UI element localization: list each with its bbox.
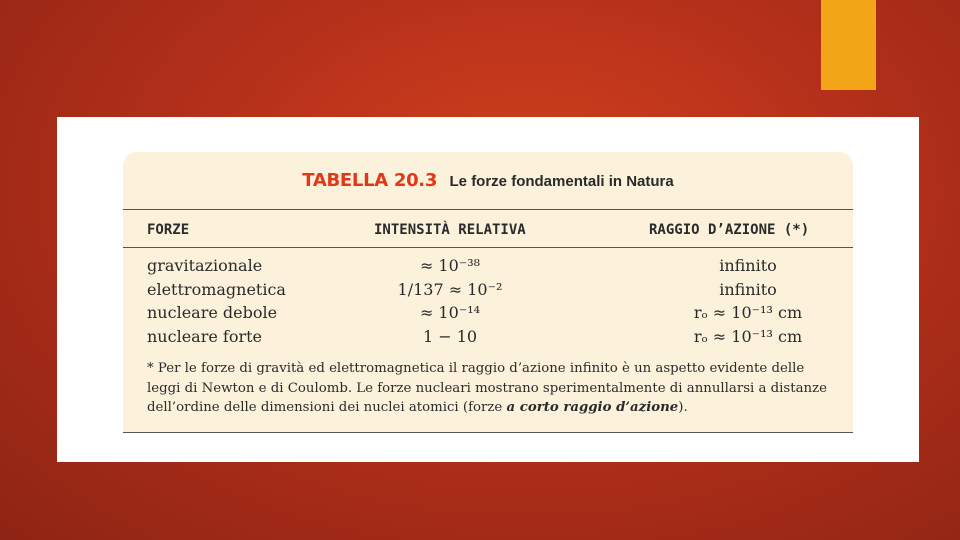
table-title-text: Le forze fondamentali in Natura <box>449 173 674 190</box>
column-header-intensita: INTENSITÀ RELATIVA <box>374 222 526 238</box>
header-rule-bottom <box>123 247 853 248</box>
relative-intensity: ≈ 10⁻¹⁴ <box>419 303 481 322</box>
table-title <box>123 170 853 191</box>
force-name: elettromagnetica <box>147 279 286 299</box>
range-of-action: infinito <box>719 279 777 299</box>
force-name: nucleare forte <box>147 326 262 346</box>
table-footnote <box>147 359 831 418</box>
table-row <box>123 280 853 304</box>
slide-image-panel <box>57 117 919 462</box>
footnote-text: * Per le forze di gravità ed elettromagnetica il raggio d’azione infinito è un aspetto evidente delle leggi di Newton e di Coulomb. Le forze nucleari mostrano sperimentalmente di annullarsi a distanze dell’ordine delle dimensioni dei nuclei atomici (forze <box>147 361 827 415</box>
relative-intensity: 1 − 10 <box>422 326 478 346</box>
table-row <box>123 303 853 327</box>
table-row <box>123 327 853 351</box>
range-of-action: rₒ ≈ 10⁻¹³ cm <box>693 326 803 346</box>
force-name: nucleare debole <box>147 303 278 322</box>
header-rule-top <box>123 209 853 210</box>
footnote-emphasis: a corto raggio d’azione <box>506 400 679 415</box>
footnote-end: ). <box>678 400 688 415</box>
range-of-action: infinito <box>719 256 777 275</box>
accent-bar <box>821 0 876 90</box>
relative-intensity: ≈ 10⁻³⁸ <box>419 256 481 275</box>
range-of-action: rₒ ≈ 10⁻¹³ cm <box>693 303 803 322</box>
table-label: TABELLA 20.3 <box>302 170 438 191</box>
column-header-raggio: RAGGIO D’AZIONE (*) <box>649 222 810 238</box>
table-body <box>123 256 853 350</box>
forces-table <box>123 152 853 433</box>
force-name: gravitazionale <box>147 256 263 275</box>
relative-intensity: 1/137 ≈ 10⁻² <box>397 279 503 299</box>
column-header-forze: FORZE <box>147 222 190 238</box>
table-row <box>123 256 853 280</box>
